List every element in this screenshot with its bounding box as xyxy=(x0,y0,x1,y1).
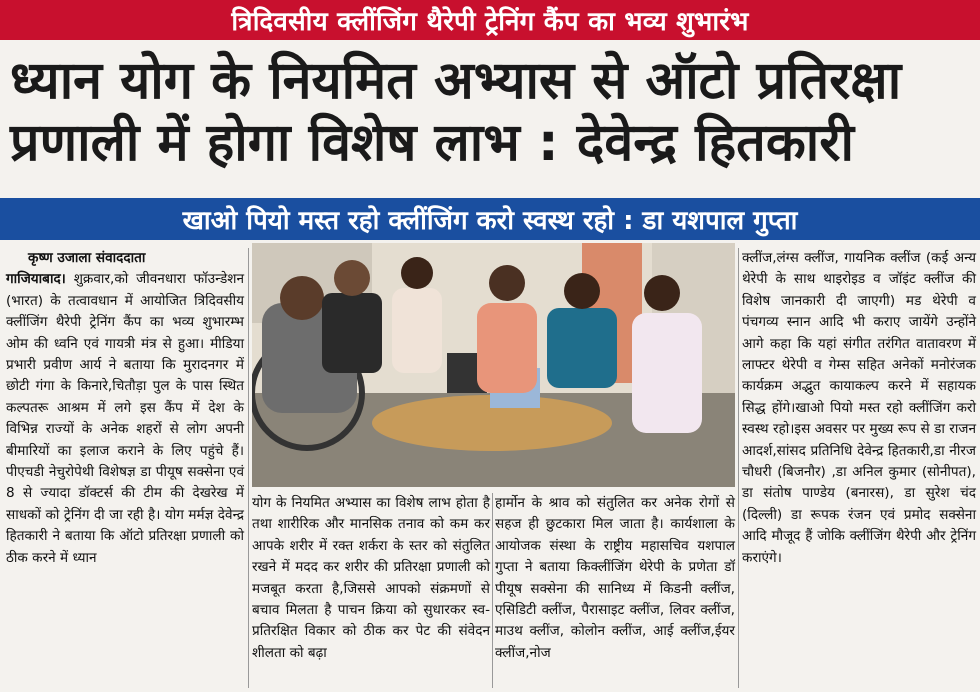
news-photo xyxy=(252,243,735,487)
headline-line-2: प्रणाली में होगा विशेष लाभ : देवेन्द्र हितकारी xyxy=(10,113,854,173)
top-banner xyxy=(0,0,980,40)
headline xyxy=(0,50,980,174)
dateline: गाजियाबाद। xyxy=(6,271,66,288)
article-column-1 xyxy=(6,248,244,569)
column-divider xyxy=(492,493,493,688)
article-column-3 xyxy=(495,493,735,664)
column-3-text: हार्मोन के श्राव को संतुलित कर अनेक रोगों से सहज ही छुटकारा मिल जाता है। कार्यशाला के आयोजक संस्था के राष्ट्रीय महासचिव यशपाल गुप्ता ने बताया किक्लींजिंग थेरेपी के प्रणेता डॉ पीयूष सक्सेना की सानिध्य में किडनी क्लींज, एसिडिटी क्लींज, पैरासाइट क्लींज, लिवर क्लींज, माउथ क्लींज, कोलोन क्लींज, आई क्लींज,ईयर क्लींज,नोज xyxy=(495,495,735,661)
article-column-4 xyxy=(742,248,976,569)
top-banner-text: त्रिदिवसीय क्लींजिंग थैरेपी ट्रेनिंग कैंप का भव्य शुभारंभ xyxy=(231,7,749,37)
article-column-2 xyxy=(252,493,490,664)
column-4-text: क्लींज,लंग्स क्लींज, गायनिक क्लींज (कई अन्य थेरेपी के साथ थाइरोइड व जॉइंट क्लींज की विशेष जानकारी दी जाएगी) मड थेरेपी व पंचगव्य स्नान आदि भी कराए जायेंगे उन्होंने आगे कहा कि यहां संगीत तरंगित वातावरण में लाफ्टर थेरेपी व गेम्स सहित अनेकों मनोरंजक कार्यक्रम अद्भुत कायाकल्प करने में सहायक सिद्ध होंगे।खाओ पियो मस्त रहो क्लींजिंग करो स्वस्थ रहो।इस अवसर पर मुख्य रूप से डा राजन आदर्श,सांसद प्रतिनिधि देवेन्द्र हितकारी,डा नीरज चौधरी (बिजनौर) ,डा अनिल कुमार (सोनीपत), डा संतोष पाण्डेय (बनारस), डा सुरेश चंद (दिल्ली) डा रूपक रंजन एवं प्रमोद सक्सेना आदि मौजूद हैं जोकि क्लींजिंग थैरेपी और ट्रेनिंग कराएंगे। xyxy=(742,250,976,566)
column-divider xyxy=(738,248,739,688)
byline: कृष्ण उजाला संवाददाता xyxy=(28,250,146,266)
photo-illustration xyxy=(252,243,735,487)
column-2-text: योग के नियमित अभ्यास का विशेष लाभ होता है तथा शारीरिक और मानसिक तनाव को कम कर आपके शरीर में रक्त शर्करा के स्तर को संतुलित रखने में मदद कर शरीर की प्रतिरक्षा प्रणाली को मजबूत करता है,जिससे आपको संक्रमणों से बचाव मिलता है पाचन क्रिया को सुधारकर स्व- प्रतिरक्षित विकार को ठीक कर पेट की संवेदन शीलता को बढ़ा xyxy=(252,495,490,661)
column-1-text: शुक्रवार,को जीवनधारा फॉउन्डेशन (भारत) के तत्वावधान में आयोजित त्रिदिवसीय क्लींजिंग थैरेपी ट्रेनिंग कैंप का भव्य शुभारम्भ ओम की ध्वनि एवं गायत्री मंत्र से हुआ। मीडिया प्रभारी प्रवीण आर्य ने बताया कि मुरादनगर में छोटी गंगा के किनारे,चितौड़ा पुल के पास स्थित कल्पतरू आश्रम में लगे इस कैंप में देश के विभिन्न राज्यों के अनेक शहरों से लोग अपनी बीमारियों का इलाज कराने के लिए पहुंचे हैं। पीएचडी नेचुरोपेथी विशेषज्ञ डा पीयूष सक्सेना एवं 8 से ज्यादा डॉक्टर्स की टीम की देखरेख में साधकों को ट्रेनिंग दी जा रही है। योग मर्मज्ञ देवेन्द्र हितकारी ने बताया कि ऑटो प्रतिरक्षा प्रणाली को ठीक करने में ध्यान xyxy=(6,271,245,566)
subheadline-text: खाओ पियो मस्त रहो क्लींजिंग करो स्वस्थ रहो : डा यशपाल गुप्ता xyxy=(182,206,798,236)
column-divider xyxy=(248,248,249,688)
subheadline-band xyxy=(0,198,980,240)
headline-line-1: ध्यान योग के नियमित अभ्यास से ऑटो प्रतिरक्षा xyxy=(10,51,902,111)
